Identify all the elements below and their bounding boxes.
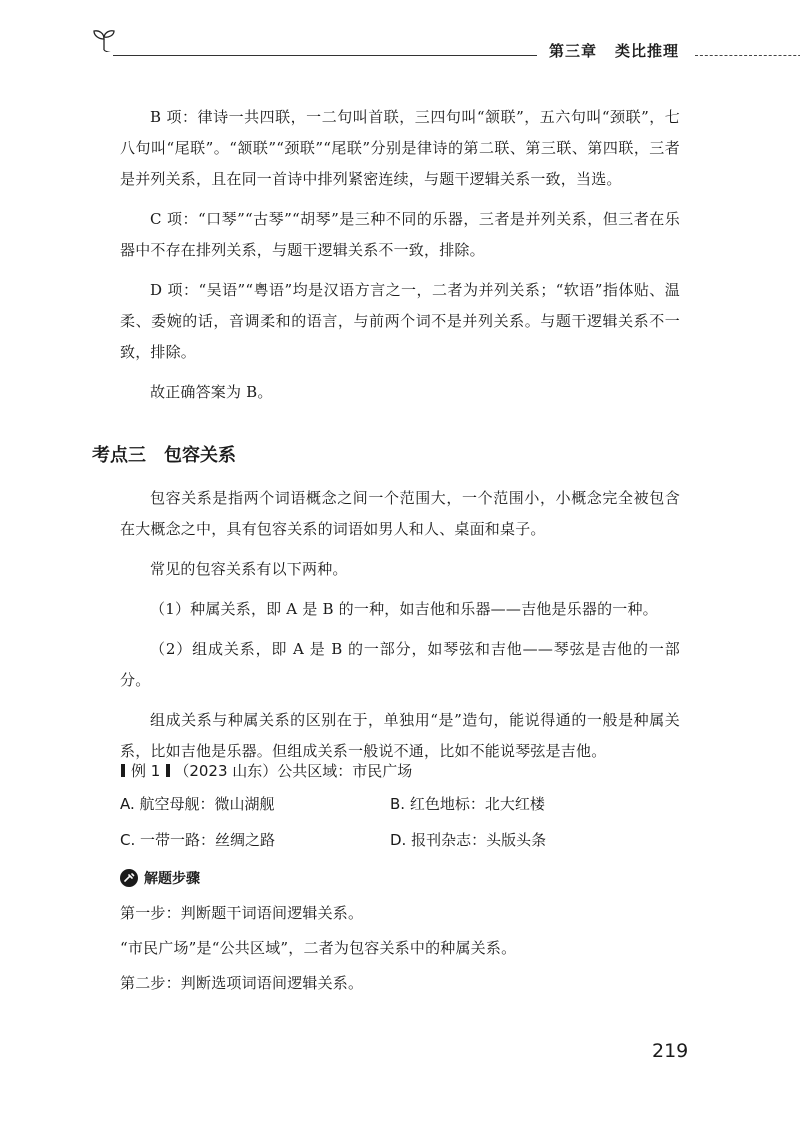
header-rule-right — [695, 55, 800, 56]
section-number: 考点三 — [92, 445, 146, 466]
options-row-2 — [120, 822, 680, 858]
example-label: 例 1 — [131, 762, 161, 780]
option-b: B. 红色地标：北大红楼 — [390, 795, 545, 813]
solve-steps-icon — [120, 869, 138, 887]
example-source: （2023 山东） — [174, 762, 278, 780]
example-mark-right — [166, 764, 170, 777]
answer-text: 故正确答案为 B。 — [150, 383, 273, 401]
type-2-paragraph: （2）组成关系，即 A 是 B 的一部分，如琴弦和吉他——琴弦是吉他的一部分。 — [120, 640, 680, 689]
steps-title: 解题步骤 — [144, 871, 200, 887]
example-stem: 公共区域：市民广场 — [277, 762, 413, 780]
sprout-icon — [91, 26, 117, 52]
option-c: C. 一带一路：丝绸之路 — [120, 831, 276, 849]
section-heading — [92, 441, 236, 467]
chapter-title: 类比推理 — [615, 42, 680, 60]
chapter-heading — [549, 40, 679, 61]
content-block — [120, 483, 680, 776]
option-d-analysis: D 项：“吴语”“粤语”均是汉语方言之一，二者为并列关系；“软语”指体贴、温柔、委婉的话，音调柔和的语言，与前两个词不是并列关系。与题干逻辑关系不一致，排除。 — [120, 281, 680, 361]
header-rule-left — [113, 55, 537, 56]
option-a: A. 航空母舰：微山湖舰 — [120, 795, 275, 813]
page-header — [85, 26, 725, 66]
steps-heading — [120, 866, 200, 892]
section-title: 包容关系 — [164, 445, 236, 466]
option-d: D. 报刊杂志：头版头条 — [390, 831, 547, 849]
option-b-analysis: B 项：律诗一共四联，一二句叫首联，三四句叫“颔联”，五六句叫“颈联”，七八句叫“尾联”。“颔联”“颈联”“尾联”分别是律诗的第二联、第三联、第四联，三者是并列关系，且在同一首诗中排列紧密连续，与题干逻辑关系一致，当选。 — [120, 108, 680, 188]
page-number: 219 — [652, 1040, 689, 1062]
intro-paragraph: 包容关系是指两个词语概念之间一个范围大，一个范围小，小概念完全被包含在大概念之中，具有包容关系的词语如男人和人、桌面和桌子。 — [120, 489, 680, 538]
example-mark-left — [121, 764, 125, 777]
difference-paragraph: 组成关系与种属关系的区别在于，单独用“是”造句，能说得通的一般是种属关系，比如吉他是乐器。但组成关系一般说不通，比如不能说琴弦是吉他。 — [120, 711, 680, 760]
common-types-paragraph: 常见的包容关系有以下两种。 — [150, 560, 348, 578]
options-row-1 — [120, 786, 680, 822]
option-c-analysis: C 项：“口琴”“古琴”“胡琴”是三种不同的乐器，三者是并列关系，但三者在乐器中不存在排列关系，与题干逻辑关系不一致，排除。 — [120, 210, 680, 259]
example-block — [120, 756, 680, 858]
step-2: 第二步：判断选项词语间逻辑关系。 — [120, 974, 364, 992]
steps-block — [120, 898, 680, 1003]
type-1-paragraph: （1）种属关系，即 A 是 B 的一种，如吉他和乐器——吉他是乐器的一种。 — [150, 600, 658, 618]
step-1-detail: “市民广场”是“公共区域”，二者为包容关系中的种属关系。 — [120, 939, 517, 957]
chapter-number: 第三章 — [549, 42, 598, 60]
analysis-block — [120, 102, 680, 417]
step-1: 第一步：判断题干词语间逻辑关系。 — [120, 904, 364, 922]
example-heading — [120, 756, 680, 786]
